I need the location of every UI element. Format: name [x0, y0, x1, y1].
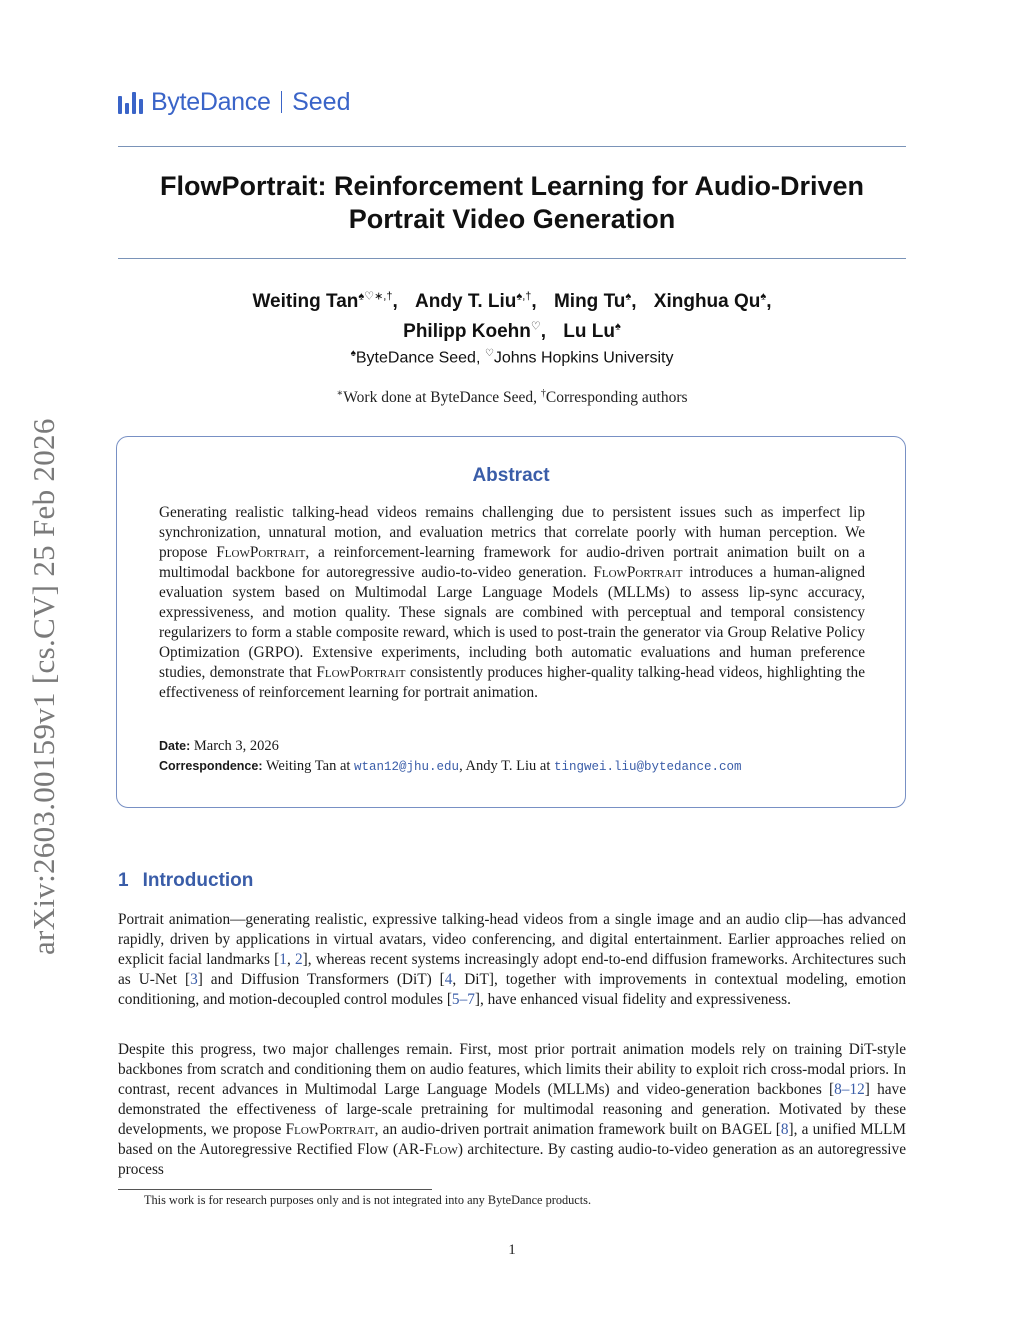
citation-link[interactable]: 8: [780, 1121, 789, 1138]
author: Ming Tu♠,: [553, 291, 637, 313]
citation-link[interactable]: 2: [294, 951, 303, 968]
bytedance-logo-icon: [118, 90, 143, 114]
title-line-1: FlowPortrait: Reinforcement Learning for Audio-Driven: [159, 171, 865, 201]
affiliations: ♠ByteDance Seed, ♡Johns Hopkins University: [350, 348, 674, 367]
citation-link[interactable]: 3: [190, 971, 198, 988]
arxiv-identifier: arXiv:2603.00159v1 [cs.CV] 25 Feb 2026: [26, 418, 61, 955]
citation-link[interactable]: 4: [444, 971, 453, 988]
abstract-text: Generating realistic talking-head videos remains challenging due to persistent issues such as imperfect lip synchronization, unnatural motion, and evaluation metrics that correlate poorly with human perception. We propose FlowPortrait, a reinforcement-learning framework for audio-driven portrait animation built on a multimodal backbone for autoregressive audio-to-video generation. FlowPortrait introduces a human-aligned evaluation system based on Multimodal Large Language Models (MLLMs) to assess lip-sync accuracy, expressiveness, and motion quality. These signals are combined with perceptual and temporal consistency regularizers to form a stable composite reward, which is used to post-train the generator via Group Relative Policy Optimization (GRPO). Extensive experiments, including both automatic evaluations and human preference studies, demonstrate that FlowPortrait consistently produces higher-quality talking-head videos, highlighting the effectiveness of reinforcement learning for portrait animation.: [159, 504, 865, 701]
paper-title: [118, 170, 906, 236]
author: Philipp Koehn♡,: [403, 320, 547, 342]
intro-paragraph-1: Portrait animation—generating realistic, expressive talking-head videos from a single image and an audio clip—has advanced rapidly, driven by applications in virtual avatars, video conferencing, and digital entertainment. Earlier approaches relied on explicit facial landmarks [1, 2], whereas recent systems increasingly adopt end-to-end diffusion frameworks. Architectures such as U-Net [3] and Diffusion Transformers (DiT) [4, DiT], together with improvements in contextual modeling, emotion conditioning, and motion-decoupled control modules [5–7], have enhanced visual fidelity and expressiveness.: [118, 911, 906, 1008]
author: Xinghua Qu♠,: [653, 291, 772, 313]
abstract-heading: Abstract: [472, 465, 550, 486]
bytedance-seed-logo: [118, 86, 350, 118]
logo-brand: ByteDance: [151, 87, 271, 116]
citation-link[interactable]: 5–7: [451, 991, 475, 1008]
page-number: 1: [508, 1242, 516, 1258]
logo-divider: [281, 91, 283, 113]
intro-paragraph-2: Despite this progress, two major challenges remain. First, most prior portrait animation models rely on training DiT-style backbones from scratch and conditioning them on audio features, which limits their ability to exploit rich cross-modal priors. In contrast, recent advances in Multimodal Large Language Models (MLLMs) and video-generation backbones [8–12] have demonstrated the effectiveness of large-scale pretraining for multimodal reasoning and generation. Motivated by these developments, we propose FlowPortrait, an audio-driven portrait animation framework built on BAGEL [8], a unified MLLM based on the Autoregressive Rectified Flow (AR-Flow) architecture. By casting audio-to-video generation as an autoregressive process: [118, 1041, 906, 1178]
citation-link[interactable]: 8–12: [834, 1081, 865, 1098]
citation-link[interactable]: 1: [279, 951, 287, 968]
author: Weiting Tan♠♡∗,†,: [252, 291, 398, 313]
author: Lu Lu♠: [563, 320, 621, 342]
section-heading: 1 Introduction: [118, 870, 254, 891]
author: Andy T. Liu♠,†,: [415, 291, 537, 313]
email-link[interactable]: wtan12@jhu.edu: [354, 760, 460, 774]
footnote: This work is for research purposes only and is not integrated into any ByteDance products.: [144, 1193, 592, 1207]
footnote-rule: [118, 1189, 432, 1190]
top-rule: [118, 146, 906, 147]
author-list: [118, 285, 906, 344]
email-link[interactable]: tingwei.liu@bytedance.com: [553, 760, 742, 774]
abstract-box: [116, 436, 906, 808]
title-rule: [118, 258, 906, 259]
logo-sub: Seed: [292, 87, 351, 116]
title-line-2: Portrait Video Generation: [348, 204, 676, 234]
author-notes: ∗Work done at ByteDance Seed, †Corresponding authors: [336, 388, 688, 407]
date-line: Date: March 3, 2026: [159, 738, 279, 754]
correspondence-line: Correspondence: Weiting Tan at wtan12@jhu.edu, Andy T. Liu at tingwei.liu@bytedance.com: [159, 758, 742, 774]
